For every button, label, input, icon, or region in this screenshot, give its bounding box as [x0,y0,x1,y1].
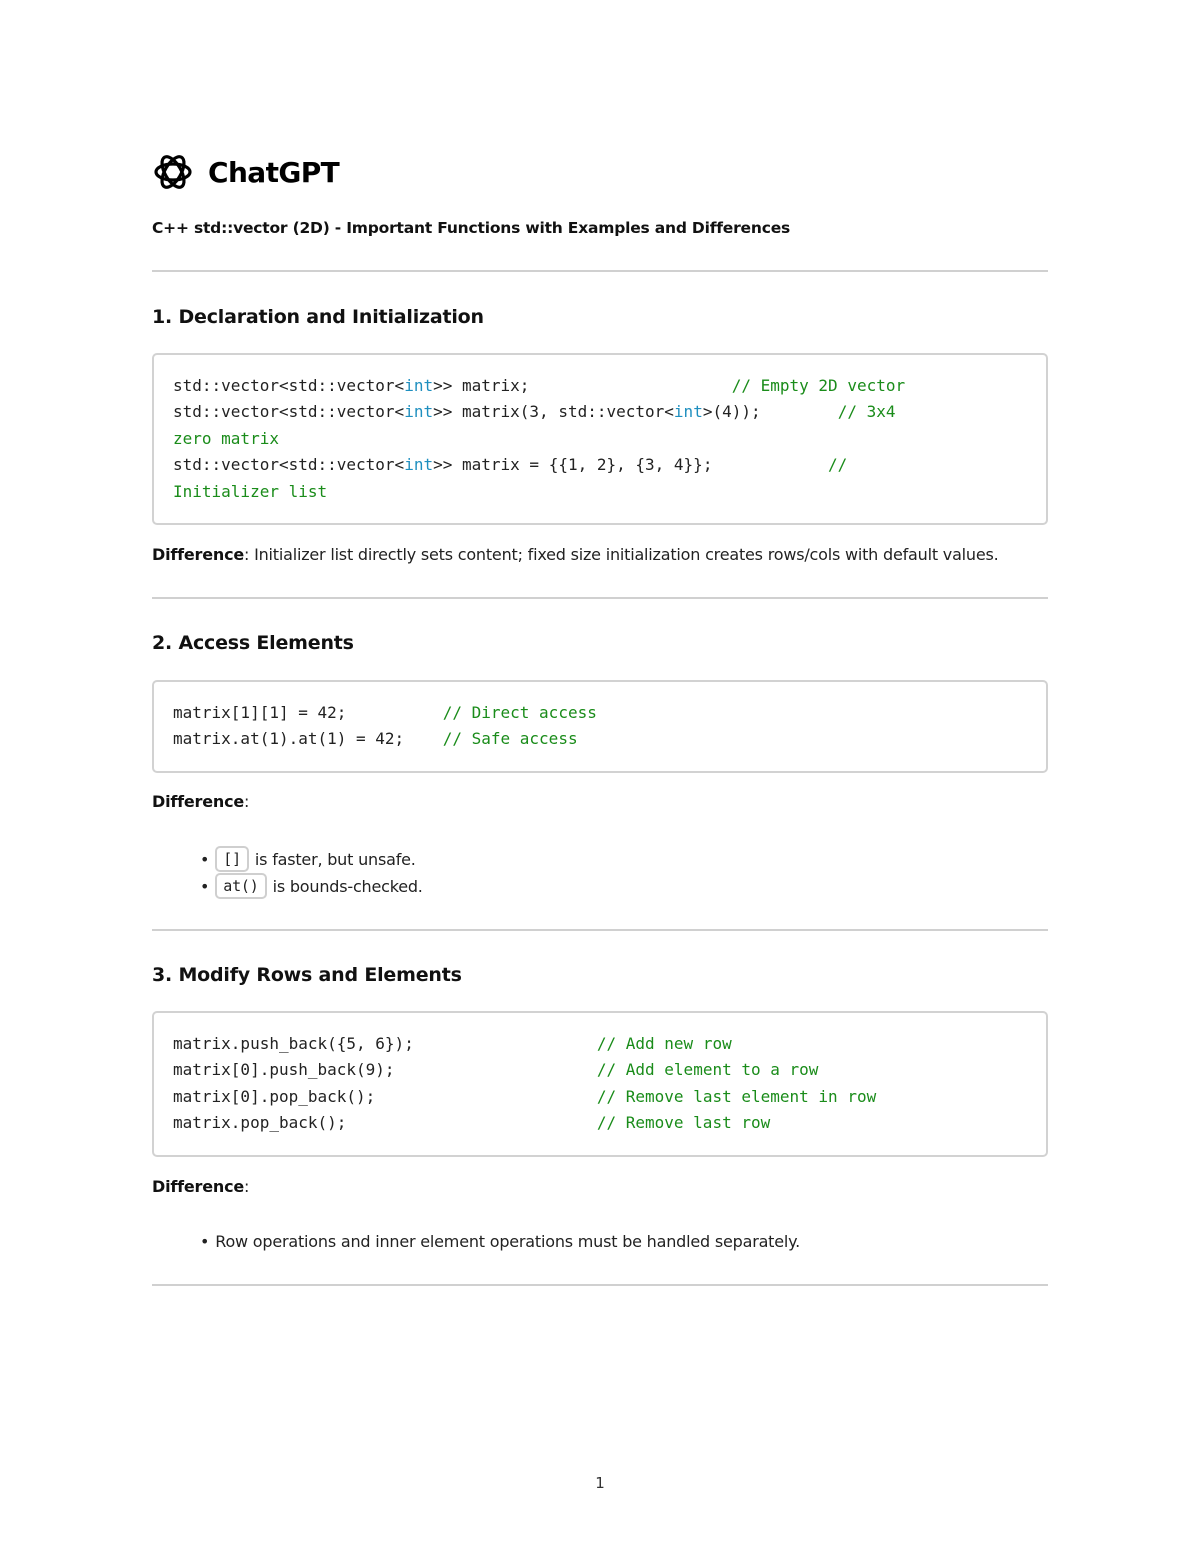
difference-label: Difference: [152,1177,250,1196]
section-heading-access: 2. Access Elements [152,632,354,654]
difference-label: Difference: [152,792,250,811]
code-block-access [152,680,1048,773]
divider [152,1284,1048,1286]
code-text: matrix.push_back({5, 6}); // Add new row matrix[0].push_back(9); // Add element to a row matrix[0].pop_back(); // Remove last element in row matrix.pop_back(); // Remove last row [173,1034,877,1133]
openai-logo-icon [152,151,194,193]
page-number: 1 [595,1474,605,1492]
code-block-declaration [152,353,1048,525]
code-block-modify [152,1011,1048,1157]
divider [152,929,1048,931]
document-title: C++ std::vector (2D) - Important Functions with Examples and Differences [152,219,791,237]
list-item: • Row operations and inner element operations must be handled separately. [200,1232,801,1251]
divider [152,270,1048,272]
difference-note: Difference: Initializer list directly sets content; fixed size initialization creates rows/cols with default values. [152,545,999,564]
brand-name: ChatGPT [208,155,340,189]
list-item: • at() is bounds-checked. [200,873,423,899]
brand-header [152,151,339,193]
list-item: • [] is faster, but unsafe. [200,846,416,872]
section-heading-declaration: 1. Declaration and Initialization [152,306,484,328]
code-text: std::vector<std::vector<int>> matrix; // Empty 2D vector std::vector<std::vector<int>> matrix(3, std::vector<int>(4)); // 3x4 zero matrix std::vector<std::vector<int>> matrix = {{1, 2}, {3, 4}}; // Initializer list [173,376,906,501]
inline-code: at() [215,873,266,899]
section-heading-modify: 3. Modify Rows and Elements [152,964,462,986]
inline-code: [] [215,846,249,872]
divider [152,597,1048,599]
code-text: matrix[1][1] = 42; // Direct access matrix.at(1).at(1) = 42; // Safe access [173,703,597,749]
